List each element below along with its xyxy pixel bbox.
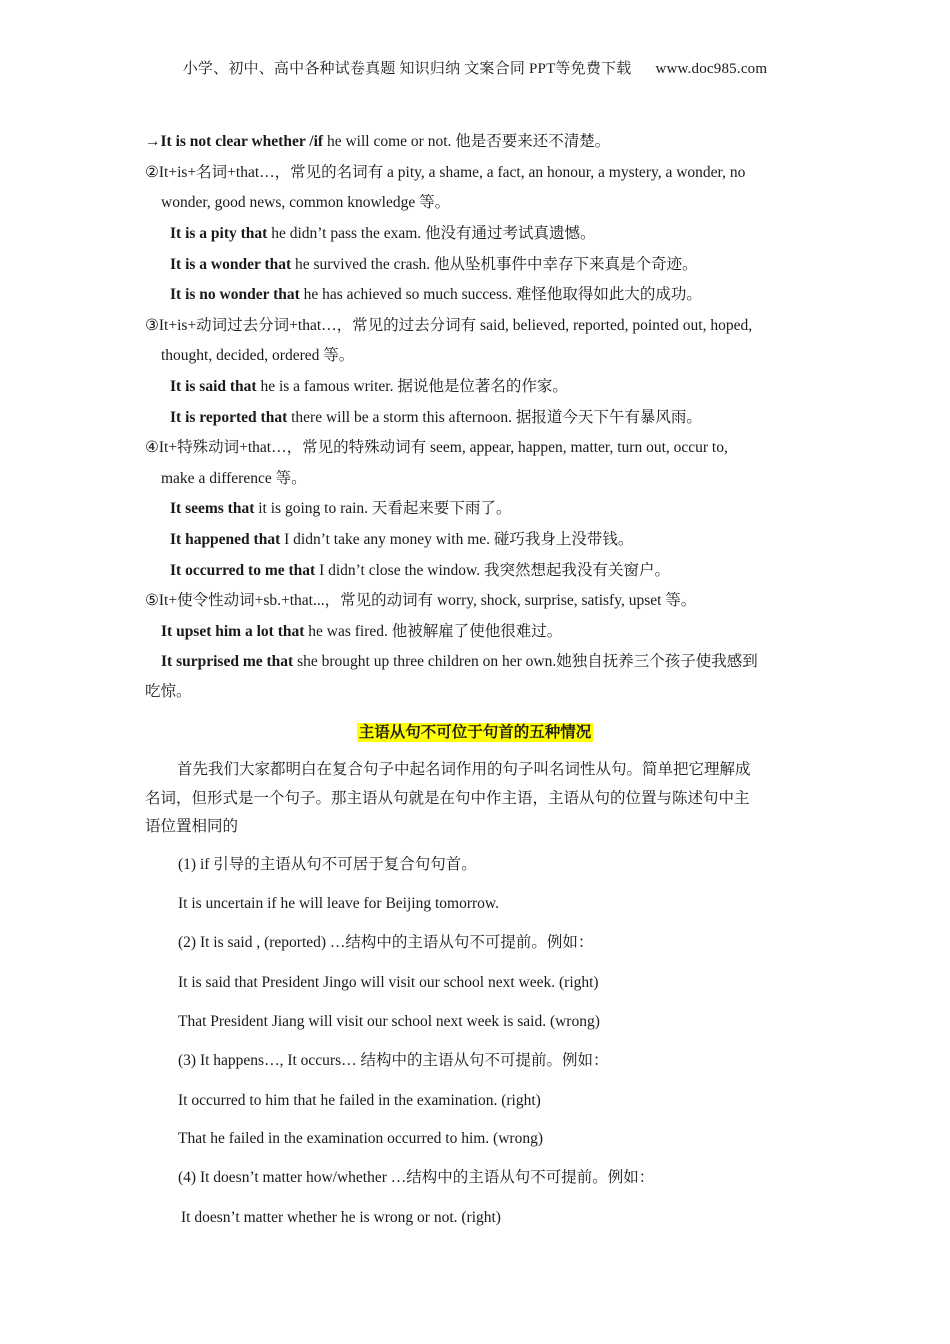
line-text: It occurred to him that he failed in the examination. (right) xyxy=(178,1092,541,1109)
example-line xyxy=(170,285,702,305)
example-line xyxy=(170,377,568,397)
section-title xyxy=(0,720,950,742)
example-line xyxy=(181,1208,501,1228)
example-line xyxy=(170,499,511,519)
bold-phrase: It is said that xyxy=(170,378,257,395)
line-rest: it is going to rain. 天看起来要下雨了。 xyxy=(254,500,512,517)
bold-phrase: It is a wonder that xyxy=(170,256,292,273)
text-line xyxy=(145,163,807,183)
bold-phrase: It upset him a lot that xyxy=(161,623,305,640)
line-rest: he survived the crash. 他从坠机事件中幸存下来真是个奇迹。 xyxy=(291,256,698,273)
header-text: 小学、初中、高中各种试卷真题 知识归纳 文案合同 PPT等免费下载 xyxy=(182,61,632,77)
line-text: 首先我们大家都明白在复合句子中起名词作用的句子叫名词性从句。简单把它理解成 xyxy=(177,761,751,778)
line-text: 名词，但形式是一个句子。那主语从句就是在句中作主语，主语从句的位置与陈述句中主 xyxy=(145,790,750,807)
line-rest: he is a famous writer. 据说他是位著名的作家。 xyxy=(256,378,568,395)
example-line xyxy=(170,224,596,244)
line-text: ③It+is+动词过去分词+that…，常见的过去分词有 said, believed, reported, pointed out, hoped, xyxy=(145,317,753,334)
bold-phrase: It is no wonder that xyxy=(170,286,300,303)
bold-phrase: It is a pity that xyxy=(170,225,268,242)
bold-phrase: It seems that xyxy=(170,500,255,517)
example-line xyxy=(178,894,499,914)
point-line xyxy=(178,1168,654,1188)
text-line xyxy=(161,469,307,489)
line-text: (2) It is said , (reported) …结构中的主语从句不可提前。例如： xyxy=(178,934,594,951)
line-text: That he failed in the examination occurred to him. (wrong) xyxy=(178,1130,543,1147)
line-text: thought, decided, ordered 等。 xyxy=(161,347,355,364)
line-text: ④It+特殊动词+that…，常见的特殊动词有 seem, appear, happen, matter, turn out, occur to, xyxy=(145,439,728,456)
point-line xyxy=(178,855,477,875)
bold-phrase: It is reported that xyxy=(170,409,288,426)
line-rest: she brought up three children on her own.她独自抚养三个孩子使我感到 xyxy=(293,653,758,670)
bold-phrase: It surprised me that xyxy=(161,653,294,670)
example-line xyxy=(170,561,670,581)
line-text: 语位置相同的 xyxy=(145,818,239,835)
text-line xyxy=(145,591,696,611)
bold-phrase: It occurred to me that xyxy=(170,562,316,579)
intro-line xyxy=(145,789,750,809)
example-line xyxy=(178,1129,543,1149)
bold-phrase: It happened that xyxy=(170,531,281,548)
text-line xyxy=(145,316,752,336)
text-line xyxy=(161,346,354,366)
line-text: (3) It happens…, It occurs… 结构中的主语从句不可提前。例如： xyxy=(178,1052,609,1069)
intro-line xyxy=(177,760,751,780)
line-rest: there will be a storm this afternoon. 据报道今天下午有暴风雨。 xyxy=(287,409,702,426)
example-line xyxy=(170,408,702,428)
text-line xyxy=(145,682,192,702)
intro-line xyxy=(145,817,238,837)
line-text: It doesn’t matter whether he is wrong or not. (right) xyxy=(181,1209,501,1226)
line-text: (1) if 引导的主语从句不可居于复合句句首。 xyxy=(178,856,477,873)
page-header xyxy=(0,57,950,78)
text-line xyxy=(145,132,610,152)
line-rest: I didn’t close the window. 我突然想起我没有关窗户。 xyxy=(315,562,670,579)
example-line xyxy=(170,255,698,275)
line-rest: he didn’t pass the exam. 他没有通过考试真遗憾。 xyxy=(267,225,596,242)
example-line xyxy=(161,652,758,672)
point-line xyxy=(178,1051,609,1071)
example-line xyxy=(170,530,633,550)
line-rest: he was fired. 他被解雇了使他很难过。 xyxy=(304,623,563,640)
bold-phrase: →It is not clear whether /if xyxy=(145,133,324,150)
highlighted-title: 主语从句不可位于句首的五种情况 xyxy=(358,724,592,741)
line-text: make a difference 等。 xyxy=(161,470,307,487)
line-rest: I didn’t take any money with me. 碰巧我身上没带钱。 xyxy=(280,531,634,548)
text-line xyxy=(145,438,728,458)
example-line xyxy=(178,1091,541,1111)
line-text: 吃惊。 xyxy=(145,683,192,700)
line-text: ②It+is+名词+that…，常见的名词有 a pity, a shame, a fact, an honour, a mystery, a wonder, no xyxy=(145,164,746,181)
line-text: wonder, good news, common knowledge 等。 xyxy=(161,194,451,211)
line-text: That President Jiang will visit our school next week is said. (wrong) xyxy=(178,1013,600,1030)
example-line xyxy=(178,1012,600,1032)
header-site: www.doc985.com xyxy=(655,61,768,77)
line-rest: he will come or not. 他是否要来还不清楚。 xyxy=(323,133,611,150)
line-text: It is said that President Jingo will visit our school next week. (right) xyxy=(178,974,599,991)
line-text: It is uncertain if he will leave for Beijing tomorrow. xyxy=(178,895,499,912)
point-line xyxy=(178,933,593,953)
line-text: ⑤It+使令性动词+sb.+that...，常见的动词有 worry, shock, surprise, satisfy, upset 等。 xyxy=(145,592,697,609)
example-line xyxy=(161,622,562,642)
line-text: (4) It doesn’t matter how/whether …结构中的主语从句不可提前。例如： xyxy=(178,1169,655,1186)
text-line xyxy=(161,193,450,213)
example-line xyxy=(178,973,599,993)
line-rest: he has achieved so much success. 难怪他取得如此大的成功。 xyxy=(299,286,702,303)
